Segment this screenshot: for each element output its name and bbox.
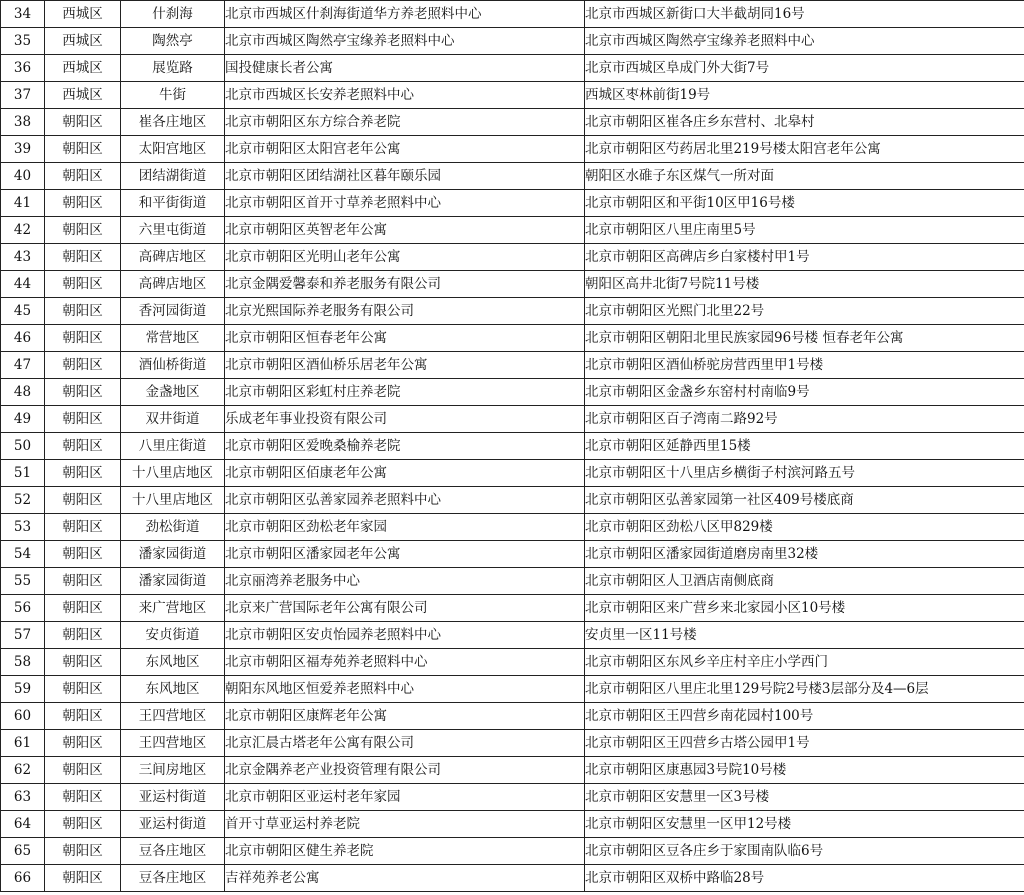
address-cell: 北京市朝阳区东风乡辛庄村辛庄小学西门 bbox=[585, 649, 1024, 676]
address-cell: 朝阳区水碓子东区煤气一所对面 bbox=[585, 163, 1024, 190]
address-cell: 北京市朝阳区金盏乡东窑村村南临9号 bbox=[585, 379, 1024, 406]
district-cell: 朝阳区 bbox=[45, 163, 121, 190]
institution-name-cell: 北京来广营国际老年公寓有限公司 bbox=[225, 595, 585, 622]
institution-name-cell: 北京市西城区什刹海街道华方养老照料中心 bbox=[225, 1, 585, 28]
district-cell: 西城区 bbox=[45, 28, 121, 55]
row-number-cell: 57 bbox=[1, 622, 45, 649]
street-cell: 潘家园街道 bbox=[121, 568, 225, 595]
street-cell: 亚运村街道 bbox=[121, 784, 225, 811]
row-number-cell: 34 bbox=[1, 1, 45, 28]
address-cell: 北京市西城区阜成门外大街7号 bbox=[585, 55, 1024, 82]
street-cell: 常营地区 bbox=[121, 325, 225, 352]
institution-name-cell: 北京金隅爱馨泰和养老服务有限公司 bbox=[225, 271, 585, 298]
street-cell: 崔各庄地区 bbox=[121, 109, 225, 136]
street-cell: 十八里店地区 bbox=[121, 460, 225, 487]
address-cell: 北京市朝阳区王四营乡古塔公园甲1号 bbox=[585, 730, 1024, 757]
street-cell: 来广营地区 bbox=[121, 595, 225, 622]
table-row bbox=[1, 487, 1024, 514]
institution-name-cell: 北京市朝阳区健生养老院 bbox=[225, 838, 585, 865]
institution-name-cell: 北京市朝阳区弘善家园养老照料中心 bbox=[225, 487, 585, 514]
district-cell: 朝阳区 bbox=[45, 595, 121, 622]
institution-name-cell: 北京市朝阳区英智老年公寓 bbox=[225, 217, 585, 244]
institution-name-cell: 北京汇晨古塔老年公寓有限公司 bbox=[225, 730, 585, 757]
street-cell: 香河园街道 bbox=[121, 298, 225, 325]
street-cell: 亚运村街道 bbox=[121, 811, 225, 838]
district-cell: 西城区 bbox=[45, 55, 121, 82]
table-row bbox=[1, 379, 1024, 406]
institution-name-cell: 乐成老年事业投资有限公司 bbox=[225, 406, 585, 433]
table-row bbox=[1, 190, 1024, 217]
row-number-cell: 56 bbox=[1, 595, 45, 622]
row-number-cell: 62 bbox=[1, 757, 45, 784]
district-cell: 朝阳区 bbox=[45, 568, 121, 595]
address-cell: 北京市西城区陶然亭宝缘养老照料中心 bbox=[585, 28, 1024, 55]
district-cell: 朝阳区 bbox=[45, 649, 121, 676]
address-cell: 北京市朝阳区八里庄南里5号 bbox=[585, 217, 1024, 244]
address-cell: 北京市朝阳区百子湾南二路92号 bbox=[585, 406, 1024, 433]
street-cell: 潘家园街道 bbox=[121, 541, 225, 568]
row-number-cell: 50 bbox=[1, 433, 45, 460]
institution-name-cell: 北京市朝阳区恒春老年公寓 bbox=[225, 325, 585, 352]
table-row bbox=[1, 595, 1024, 622]
table-row bbox=[1, 757, 1024, 784]
table-row bbox=[1, 622, 1024, 649]
row-number-cell: 55 bbox=[1, 568, 45, 595]
address-cell: 北京市朝阳区光熙门北里22号 bbox=[585, 298, 1024, 325]
street-cell: 六里屯街道 bbox=[121, 217, 225, 244]
institution-name-cell: 北京金隅养老产业投资管理有限公司 bbox=[225, 757, 585, 784]
institution-name-cell: 首开寸草亚运村养老院 bbox=[225, 811, 585, 838]
table-row bbox=[1, 433, 1024, 460]
row-number-cell: 58 bbox=[1, 649, 45, 676]
row-number-cell: 54 bbox=[1, 541, 45, 568]
street-cell: 双井街道 bbox=[121, 406, 225, 433]
institution-name-cell: 北京市朝阳区爱晚桑榆养老院 bbox=[225, 433, 585, 460]
district-cell: 朝阳区 bbox=[45, 217, 121, 244]
address-cell: 北京市朝阳区王四营乡南花园村100号 bbox=[585, 703, 1024, 730]
table-row bbox=[1, 811, 1024, 838]
address-cell: 北京市朝阳区双桥中路临28号 bbox=[585, 865, 1024, 892]
street-cell: 王四营地区 bbox=[121, 703, 225, 730]
district-cell: 朝阳区 bbox=[45, 784, 121, 811]
institution-name-cell: 国投健康长者公寓 bbox=[225, 55, 585, 82]
row-number-cell: 44 bbox=[1, 271, 45, 298]
table-row bbox=[1, 244, 1024, 271]
row-number-cell: 60 bbox=[1, 703, 45, 730]
row-number-cell: 65 bbox=[1, 838, 45, 865]
district-cell: 朝阳区 bbox=[45, 406, 121, 433]
address-cell: 北京市朝阳区安慧里一区3号楼 bbox=[585, 784, 1024, 811]
street-cell: 和平街街道 bbox=[121, 190, 225, 217]
street-cell: 高碑店地区 bbox=[121, 244, 225, 271]
street-cell: 东风地区 bbox=[121, 649, 225, 676]
table-row bbox=[1, 649, 1024, 676]
district-cell: 朝阳区 bbox=[45, 433, 121, 460]
street-cell: 展览路 bbox=[121, 55, 225, 82]
row-number-cell: 64 bbox=[1, 811, 45, 838]
district-cell: 朝阳区 bbox=[45, 325, 121, 352]
street-cell: 牛街 bbox=[121, 82, 225, 109]
row-number-cell: 53 bbox=[1, 514, 45, 541]
address-cell: 朝阳区高井北街7号院11号楼 bbox=[585, 271, 1024, 298]
row-number-cell: 49 bbox=[1, 406, 45, 433]
address-cell: 北京市朝阳区朝阳北里民族家园96号楼 恒春老年公寓 bbox=[585, 325, 1024, 352]
address-cell: 北京市朝阳区八里庄北里129号院2号楼3层部分及4—6层 bbox=[585, 676, 1024, 703]
address-cell: 北京市朝阳区十八里店乡横街子村滨河路五号 bbox=[585, 460, 1024, 487]
address-cell: 安贞里一区11号楼 bbox=[585, 622, 1024, 649]
street-cell: 东风地区 bbox=[121, 676, 225, 703]
street-cell: 八里庄街道 bbox=[121, 433, 225, 460]
street-cell: 高碑店地区 bbox=[121, 271, 225, 298]
table-row bbox=[1, 865, 1024, 892]
address-cell: 北京市朝阳区酒仙桥驼房营西里甲1号楼 bbox=[585, 352, 1024, 379]
row-number-cell: 36 bbox=[1, 55, 45, 82]
address-cell: 北京市朝阳区豆各庄乡于家围南队临6号 bbox=[585, 838, 1024, 865]
institution-name-cell: 北京市朝阳区安贞怡园养老照料中心 bbox=[225, 622, 585, 649]
institution-name-cell: 北京市朝阳区彩虹村庄养老院 bbox=[225, 379, 585, 406]
table-row bbox=[1, 298, 1024, 325]
row-number-cell: 42 bbox=[1, 217, 45, 244]
district-cell: 朝阳区 bbox=[45, 190, 121, 217]
district-cell: 朝阳区 bbox=[45, 136, 121, 163]
institution-name-cell: 北京市朝阳区亚运村老年家园 bbox=[225, 784, 585, 811]
district-cell: 朝阳区 bbox=[45, 271, 121, 298]
district-cell: 朝阳区 bbox=[45, 757, 121, 784]
address-cell: 北京市朝阳区高碑店乡白家楼村甲1号 bbox=[585, 244, 1024, 271]
table-row bbox=[1, 82, 1024, 109]
institution-name-cell: 北京市朝阳区劲松老年家园 bbox=[225, 514, 585, 541]
institution-name-cell: 朝阳东风地区恒爱养老照料中心 bbox=[225, 676, 585, 703]
row-number-cell: 39 bbox=[1, 136, 45, 163]
row-number-cell: 37 bbox=[1, 82, 45, 109]
institution-name-cell: 北京市朝阳区首开寸草养老照料中心 bbox=[225, 190, 585, 217]
table-row bbox=[1, 352, 1024, 379]
street-cell: 豆各庄地区 bbox=[121, 865, 225, 892]
row-number-cell: 38 bbox=[1, 109, 45, 136]
address-cell: 北京市朝阳区和平街10区甲16号楼 bbox=[585, 190, 1024, 217]
district-cell: 朝阳区 bbox=[45, 379, 121, 406]
district-cell: 朝阳区 bbox=[45, 703, 121, 730]
institution-name-cell: 北京市朝阳区酒仙桥乐居老年公寓 bbox=[225, 352, 585, 379]
district-cell: 朝阳区 bbox=[45, 298, 121, 325]
row-number-cell: 45 bbox=[1, 298, 45, 325]
row-number-cell: 48 bbox=[1, 379, 45, 406]
street-cell: 酒仙桥街道 bbox=[121, 352, 225, 379]
table-row bbox=[1, 541, 1024, 568]
row-number-cell: 66 bbox=[1, 865, 45, 892]
address-cell: 北京市朝阳区弘善家园第一社区409号楼底商 bbox=[585, 487, 1024, 514]
row-number-cell: 51 bbox=[1, 460, 45, 487]
address-cell: 北京市朝阳区安慧里一区甲12号楼 bbox=[585, 811, 1024, 838]
district-cell: 朝阳区 bbox=[45, 730, 121, 757]
institution-name-cell: 北京市朝阳区康辉老年公寓 bbox=[225, 703, 585, 730]
institution-name-cell: 北京市西城区长安养老照料中心 bbox=[225, 82, 585, 109]
address-cell: 北京市朝阳区劲松八区甲829楼 bbox=[585, 514, 1024, 541]
institution-name-cell: 北京市朝阳区福寿苑养老照料中心 bbox=[225, 649, 585, 676]
district-cell: 朝阳区 bbox=[45, 514, 121, 541]
table-row bbox=[1, 55, 1024, 82]
street-cell: 陶然亭 bbox=[121, 28, 225, 55]
address-cell: 北京市朝阳区延静西里15楼 bbox=[585, 433, 1024, 460]
street-cell: 王四营地区 bbox=[121, 730, 225, 757]
table-row bbox=[1, 109, 1024, 136]
table-row bbox=[1, 568, 1024, 595]
district-cell: 朝阳区 bbox=[45, 838, 121, 865]
address-cell: 西城区枣林前街19号 bbox=[585, 82, 1024, 109]
address-cell: 北京市朝阳区芍药居北里219号楼太阳宫老年公寓 bbox=[585, 136, 1024, 163]
table-row bbox=[1, 676, 1024, 703]
institution-name-cell: 北京市朝阳区佰康老年公寓 bbox=[225, 460, 585, 487]
street-cell: 金盏地区 bbox=[121, 379, 225, 406]
address-cell: 北京市朝阳区潘家园街道磨房南里32楼 bbox=[585, 541, 1024, 568]
row-number-cell: 59 bbox=[1, 676, 45, 703]
row-number-cell: 40 bbox=[1, 163, 45, 190]
row-number-cell: 47 bbox=[1, 352, 45, 379]
street-cell: 十八里店地区 bbox=[121, 487, 225, 514]
institution-name-cell: 吉祥苑养老公寓 bbox=[225, 865, 585, 892]
district-cell: 朝阳区 bbox=[45, 352, 121, 379]
institution-name-cell: 北京光熙国际养老服务有限公司 bbox=[225, 298, 585, 325]
district-cell: 朝阳区 bbox=[45, 109, 121, 136]
institution-name-cell: 北京丽湾养老服务中心 bbox=[225, 568, 585, 595]
table-row bbox=[1, 1, 1024, 28]
district-cell: 朝阳区 bbox=[45, 622, 121, 649]
district-cell: 朝阳区 bbox=[45, 487, 121, 514]
district-cell: 朝阳区 bbox=[45, 676, 121, 703]
street-cell: 安贞街道 bbox=[121, 622, 225, 649]
table-row bbox=[1, 514, 1024, 541]
street-cell: 劲松街道 bbox=[121, 514, 225, 541]
row-number-cell: 35 bbox=[1, 28, 45, 55]
address-cell: 北京市朝阳区康惠园3号院10号楼 bbox=[585, 757, 1024, 784]
table-row bbox=[1, 784, 1024, 811]
institution-name-cell: 北京市朝阳区太阳宫老年公寓 bbox=[225, 136, 585, 163]
row-number-cell: 43 bbox=[1, 244, 45, 271]
street-cell: 豆各庄地区 bbox=[121, 838, 225, 865]
district-cell: 西城区 bbox=[45, 1, 121, 28]
institution-name-cell: 北京市朝阳区潘家园老年公寓 bbox=[225, 541, 585, 568]
street-cell: 太阳宫地区 bbox=[121, 136, 225, 163]
district-cell: 西城区 bbox=[45, 82, 121, 109]
table-row bbox=[1, 406, 1024, 433]
institution-name-cell: 北京市西城区陶然亭宝缘养老照料中心 bbox=[225, 28, 585, 55]
row-number-cell: 52 bbox=[1, 487, 45, 514]
table-row bbox=[1, 460, 1024, 487]
table-row bbox=[1, 28, 1024, 55]
table-row bbox=[1, 730, 1024, 757]
table-body bbox=[1, 1, 1024, 892]
row-number-cell: 46 bbox=[1, 325, 45, 352]
table-row bbox=[1, 271, 1024, 298]
street-cell: 什刹海 bbox=[121, 1, 225, 28]
institution-name-cell: 北京市朝阳区东方综合养老院 bbox=[225, 109, 585, 136]
table-row bbox=[1, 217, 1024, 244]
row-number-cell: 61 bbox=[1, 730, 45, 757]
table-row bbox=[1, 136, 1024, 163]
table-row bbox=[1, 325, 1024, 352]
table-row bbox=[1, 703, 1024, 730]
address-cell: 北京市西城区新街口大半截胡同16号 bbox=[585, 1, 1024, 28]
district-cell: 朝阳区 bbox=[45, 865, 121, 892]
district-cell: 朝阳区 bbox=[45, 244, 121, 271]
address-cell: 北京市朝阳区来广营乡来北家园小区10号楼 bbox=[585, 595, 1024, 622]
table-row bbox=[1, 163, 1024, 190]
row-number-cell: 63 bbox=[1, 784, 45, 811]
district-cell: 朝阳区 bbox=[45, 541, 121, 568]
district-cell: 朝阳区 bbox=[45, 460, 121, 487]
street-cell: 团结湖街道 bbox=[121, 163, 225, 190]
institution-name-cell: 北京市朝阳区团结湖社区暮年颐乐园 bbox=[225, 163, 585, 190]
district-cell: 朝阳区 bbox=[45, 811, 121, 838]
address-cell: 北京市朝阳区人卫酒店南侧底商 bbox=[585, 568, 1024, 595]
address-cell: 北京市朝阳区崔各庄乡东营村、北皋村 bbox=[585, 109, 1024, 136]
table-row bbox=[1, 838, 1024, 865]
row-number-cell: 41 bbox=[1, 190, 45, 217]
street-cell: 三间房地区 bbox=[121, 757, 225, 784]
institution-name-cell: 北京市朝阳区光明山老年公寓 bbox=[225, 244, 585, 271]
